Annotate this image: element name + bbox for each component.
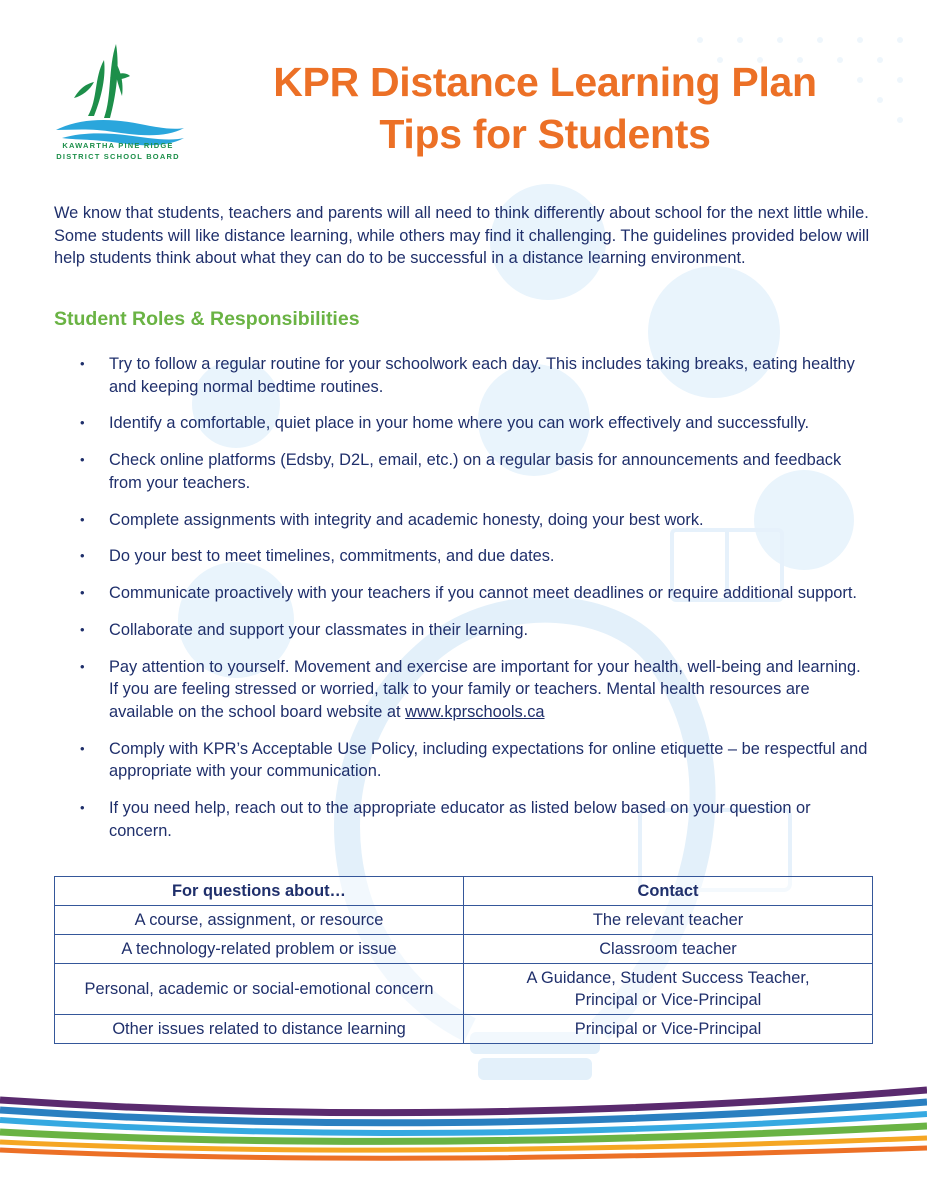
table-cell: Other issues related to distance learning	[55, 1015, 464, 1044]
page-title	[200, 56, 890, 160]
list-item-text: Pay attention to yourself. Movement and exercise are important for your health, well-being and learning. If you are feeling stressed or worried, talk to your family or teachers. Mental health resources are available on the school board website at	[109, 657, 861, 721]
title-line-2: Tips for Students	[379, 111, 711, 157]
logo-wordmark	[48, 140, 188, 162]
list-item	[78, 545, 868, 568]
list-item-text: Comply with KPR’s Acceptable Use Policy, including expectations for online etiquette – be respectful and appropriate with your communication.	[109, 739, 868, 781]
header-contact: Contact	[464, 877, 873, 906]
list-item-text: Do your best to meet timelines, commitments, and due dates.	[109, 547, 555, 566]
table-cell: Classroom teacher	[464, 935, 873, 964]
logo-line-2: DISTRICT SCHOOL BOARD	[56, 152, 180, 161]
list-item	[78, 412, 868, 435]
list-item	[78, 449, 868, 494]
title-line-1: KPR Distance Learning Plan	[273, 59, 817, 105]
list-item	[78, 619, 868, 642]
table-cell: A course, assignment, or resource	[55, 906, 464, 935]
footer-swoosh	[0, 1080, 927, 1200]
table-cell: The relevant teacher	[464, 906, 873, 935]
bullet-icon: •	[80, 800, 85, 815]
table-row	[55, 906, 873, 935]
list-item	[78, 797, 868, 842]
table-row	[55, 1015, 873, 1044]
section-heading: Student Roles & Responsibilities	[54, 308, 360, 330]
list-item-text: Communicate proactively with your teachers if you cannot meet deadlines or require additional support.	[109, 584, 857, 603]
website-link[interactable]: www.kprschools.ca	[405, 702, 545, 721]
bullet-icon: •	[80, 585, 85, 601]
bullet-icon: •	[80, 548, 85, 564]
table-row	[55, 964, 873, 1015]
bullet-icon: •	[80, 740, 85, 756]
header-questions: For questions about…	[55, 877, 464, 906]
list-item	[78, 738, 868, 783]
table-cell: Principal or Vice-Principal	[464, 1015, 873, 1044]
bullet-icon: •	[80, 511, 85, 527]
list-item-text: Complete assignments with integrity and academic honesty, doing your best work.	[109, 510, 704, 529]
bullet-icon: •	[80, 452, 85, 468]
list-item-text: Collaborate and support your classmates in their learning.	[109, 620, 529, 639]
bullet-icon: •	[80, 621, 85, 637]
table-row	[55, 935, 873, 964]
table-cell: Personal, academic or social-emotional concern	[55, 964, 464, 1015]
list-item-text: Try to follow a regular routine for your schoolwork each day. This includes taking breaks, eating healthy and keeping normal bedtime routines.	[109, 355, 855, 396]
list-item-text: Check online platforms (Edsby, D2L, email, etc.) on a regular basis for announcements and feedback from your teachers.	[109, 451, 842, 492]
intro-paragraph: We know that students, teachers and parents will all need to think differently about school for the next little while. Some students will like distance learning, while others may find it challenging. The guidelines provided below will help students think about what they can do to be successful in a distance learning environment.	[54, 204, 870, 268]
list-item	[78, 582, 868, 605]
table-cell: A Guidance, Student Success Teacher, Principal or Vice-Principal	[464, 964, 873, 1015]
responsibilities-list	[78, 353, 868, 856]
contact-table	[54, 876, 873, 1044]
list-item	[78, 509, 868, 532]
list-item	[78, 353, 868, 398]
table-cell: A technology-related problem or issue	[55, 935, 464, 964]
list-item-text: Identify a comfortable, quiet place in your home where you can work effectively and successfully.	[109, 414, 809, 433]
list-item-text: If you need help, reach out to the appropriate educator as listed below based on your question or concern.	[109, 799, 811, 840]
table-header-row	[55, 877, 873, 906]
bullet-icon: •	[80, 658, 85, 674]
bullet-icon: •	[80, 415, 85, 431]
logo-line-1: KAWARTHA PINE RIDGE	[62, 141, 174, 150]
list-item	[78, 656, 868, 724]
bullet-icon: •	[80, 356, 85, 371]
